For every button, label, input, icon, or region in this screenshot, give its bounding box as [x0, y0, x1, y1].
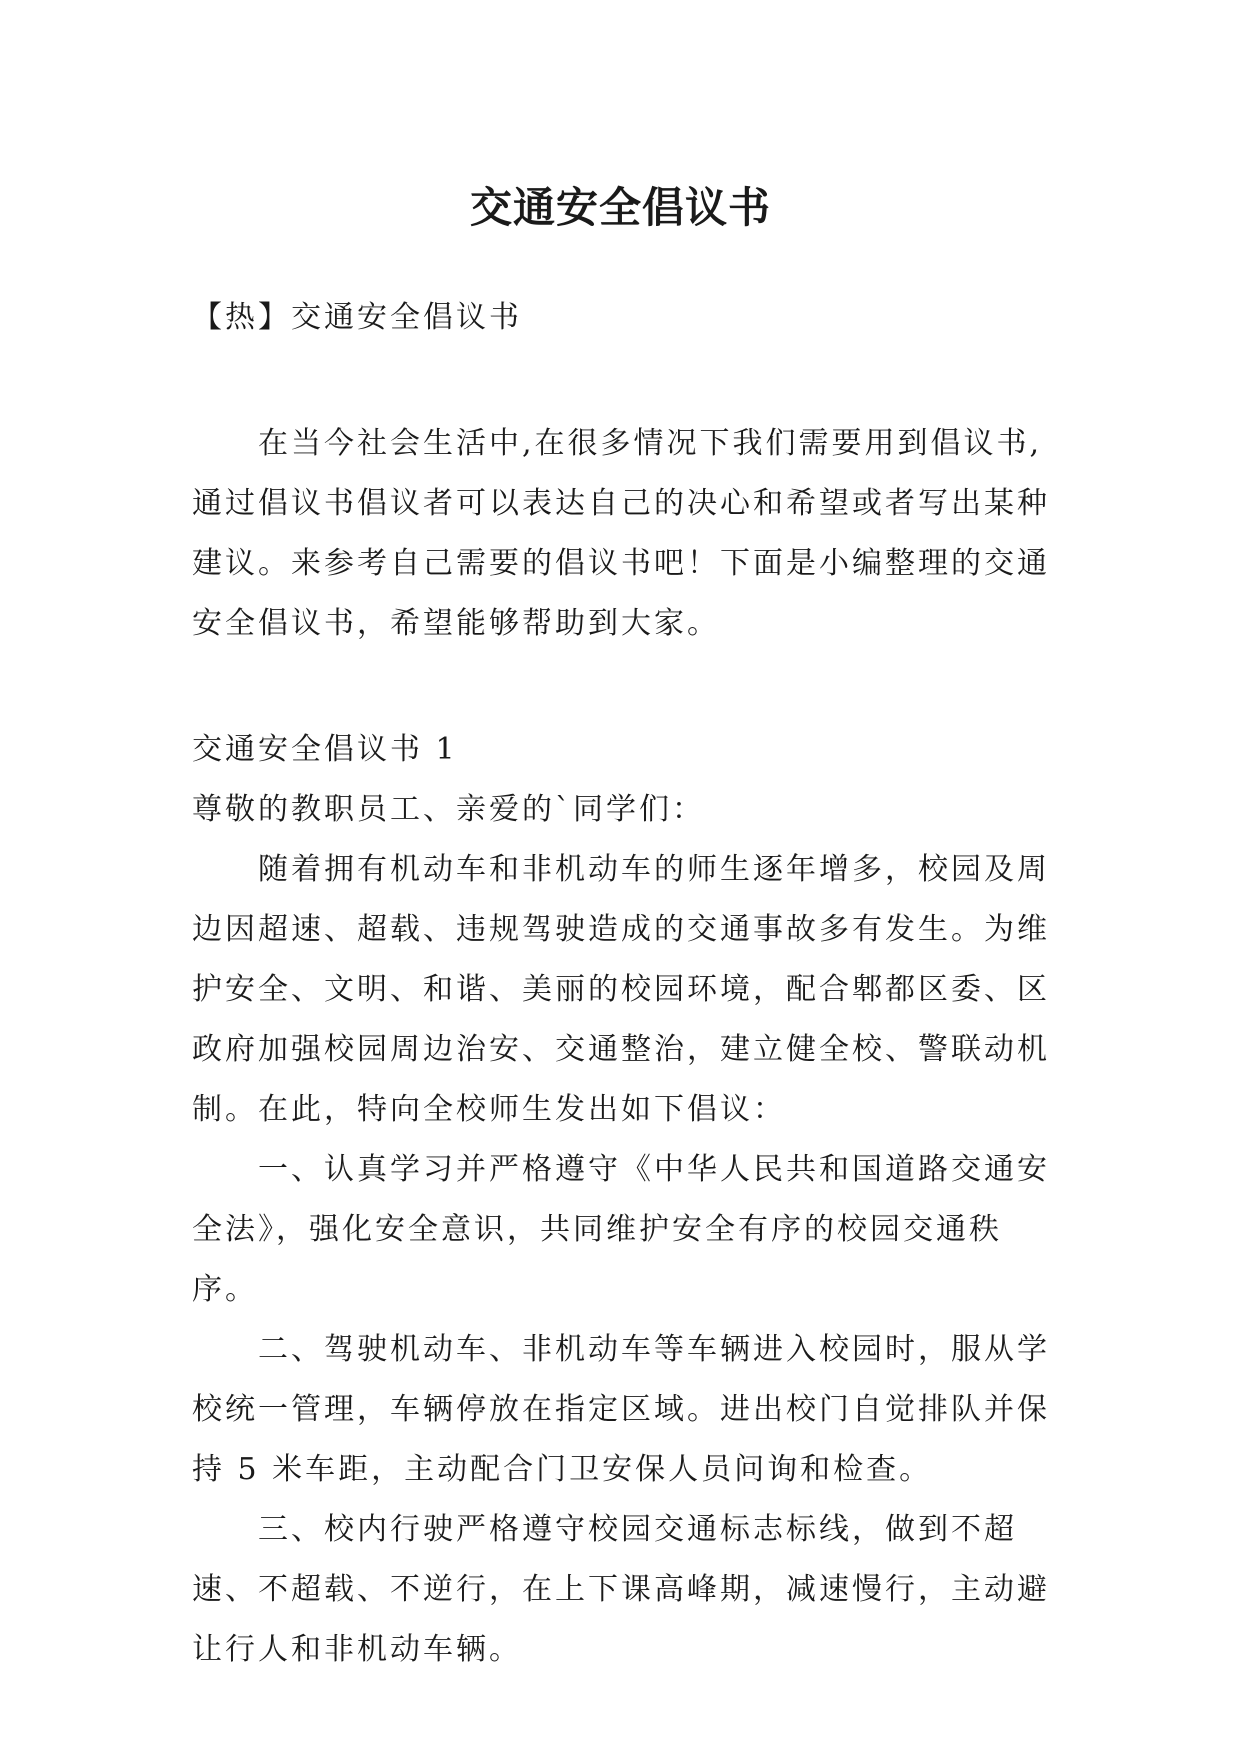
proposal-item: 三、校内行驶严格遵守校园交通标志标线，做到不超速、不超载、不逆行，在上下课高峰期，减速慢行，主动避让行人和非机动车辆。 — [192, 1512, 1050, 1667]
salutation: 尊敬的教职员工、亲爱的`同学们： — [192, 792, 705, 827]
proposal-item: 二、驾驶机动车、非机动车等车辆进入校园时，服从学校统一管理，车辆停放在指定区域。进出校门自觉排队并保持 5 米车距，主动配合门卫安保人员问询和检查。 — [192, 1332, 1050, 1487]
document-subtitle: 【热】交通安全倡议书 — [192, 300, 522, 335]
proposal-item: 一、认真学习并严格遵守《中华人民共和国道路交通安全法》，强化安全意识，共同维护安全有序的校园交通秩序。 — [192, 1152, 1050, 1307]
document-body — [192, 288, 1062, 1680]
intro-paragraph: 在当今社会生活中,在很多情况下我们需要用到倡议书,通过倡议书倡议者可以表达自己的决心和希望或者写出某种建议。来参考自己需要的倡议书吧！下面是小编整理的交通安全倡议书，希望能够帮助到大家。 — [192, 426, 1050, 641]
document-title: 交通安全倡议书 — [469, 183, 771, 233]
body-paragraph: 随着拥有机动车和非机动车的师生逐年增多，校园及周边因超速、超载、违规驾驶造成的交通事故多有发生。为维护安全、文明、和谐、美丽的校园环境，配合郫都区委、区政府加强校园周边治安、交通整治，建立健全校、警联动机制。在此，特向全校师生发出如下倡议： — [192, 852, 1050, 1127]
section-heading: 交通安全倡议书 1 — [192, 732, 458, 767]
